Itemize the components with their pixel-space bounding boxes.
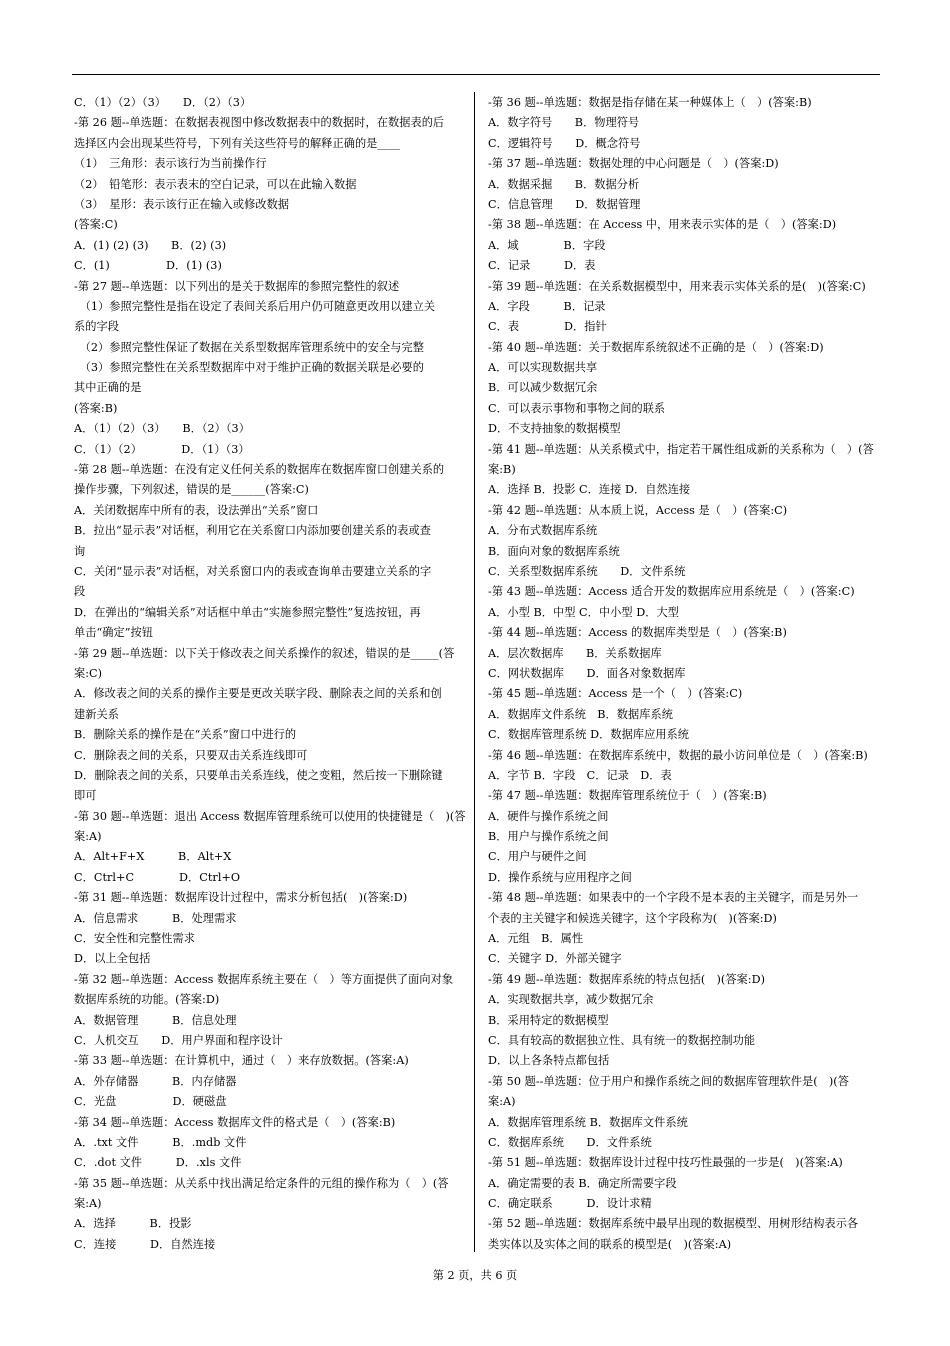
text-line: （3）参照完整性在关系型数据库中对于维护正确的数据关联是必要的 (74, 361, 424, 375)
text-line: 类实体以及实体之间的联系的模型是( )(答案:A) (488, 1237, 732, 1251)
text-line: C．（1）（2）（3） D．（2）（3） (74, 96, 252, 109)
text-line: -第 40 题--单选题：关于数据库系统叙述不正确的是（ ）(答案:D) (488, 340, 824, 354)
text-line: -第 39 题--单选题：在关系数据模型中，用来表示实体关系的是( )(答案:C) (488, 279, 866, 293)
text-line: A．.txt 文件 B．.mdb 文件 (74, 1135, 247, 1149)
text-line: A．数据采掘 B．数据分析 (488, 177, 640, 191)
text-line: C．信息管理 D．数据管理 (488, 197, 641, 211)
left-column (74, 93, 466, 1255)
text-line: B．用户与操作系统之间 (488, 830, 609, 844)
text-line: -第 26 题--单选题：在数据表视图中修改数据表中的数据时，在数据表的后 (74, 116, 445, 130)
text-line: A．选择 B．投影 C．连接 D．自然连接 (488, 483, 691, 497)
right-column (488, 93, 882, 1255)
text-line: -第 27 题--单选题：以下列出的是关于数据库的参照完整性的叙述 (74, 279, 400, 293)
text-line: -第 46 题--单选题：在数据库系统中，数据的最小访问单位是（ ）(答案:B) (488, 748, 868, 762)
text-line: -第 48 题--单选题：如果表中的一个字段不是本表的主关键字，而是另外一 (488, 891, 859, 905)
text-line: C．删除表之间的关系，只要双击关系连线即可 (74, 748, 308, 762)
text-line: C．光盘 D．硬磁盘 (74, 1095, 227, 1109)
text-line: 建新关系 (74, 707, 119, 721)
text-line: D．以上全包括 (74, 952, 151, 966)
text-line: -第 37 题--单选题：数据处理的中心问题是（ ）(答案:D) (488, 157, 779, 171)
page-footer: 第 2 页，共 6 页 (432, 1269, 518, 1282)
text-line: B．删除关系的操作是在“关系”窗口中进行的 (74, 728, 297, 742)
text-line: -第 31 题--单选题：数据库设计过程中，需求分析包括( )(答案:D) (74, 891, 408, 905)
text-line: A．外存储器 B．内存储器 (74, 1074, 237, 1088)
text-line: A．信息需求 B．处理需求 (74, 911, 237, 925)
text-line: A．小型 B．中型 C．中小型 D．大型 (488, 605, 679, 619)
text-line: -第 34 题--单选题：Access 数据库文件的格式是（ ）(答案:B) (74, 1115, 396, 1129)
text-line: -第 33 题--单选题：在计算机中，通过（ ）来存放数据。(答案:A) (74, 1054, 409, 1068)
text-line: -第 41 题--单选题：从关系模式中，指定若干属性组成新的关系称为（ ）(答 (488, 442, 874, 456)
text-line: A．层次数据库 B．关系数据库 (488, 646, 662, 660)
text-line: -第 30 题--单选题：退出 Access 数据库管理系统可以使用的快捷键是（ )(答 (74, 809, 466, 823)
text-line: B．采用特定的数据模型 (488, 1013, 609, 1027)
text-line: -第 43 题--单选题：Access 适合开发的数据库应用系统是（ ）(答案:C) (488, 585, 855, 599)
text-line: C．确定联系 D．设计求精 (488, 1197, 652, 1211)
text-line: C．数据库系统 D．文件系统 (488, 1135, 652, 1149)
text-line: A．域 B．字段 (488, 238, 606, 252)
text-line: -第 45 题--单选题：Access 是一个（ ）(答案:C) (488, 687, 743, 701)
text-line: C．安全性和完整性需求 (74, 932, 195, 946)
text-line: C．Ctrl+C D．Ctrl+O (74, 870, 241, 884)
text-line: （1）参照完整性是指在设定了表间关系后用户仍可随意更改用以建立关 (74, 299, 436, 313)
text-line: A．数据库文件系统 B．数据库系统 (488, 707, 673, 721)
text-line: C．关闭“显示表”对话框，对关系窗口内的表或查询单击要建立关系的字 (74, 564, 432, 578)
text-line: C．关系型数据库系统 D．文件系统 (488, 564, 686, 578)
text-line: C．记录 D．表 (488, 259, 596, 273)
text-line: -第 29 题--单选题：以下关于修改表之间关系操作的叙述，错误的是_____(答 (74, 646, 455, 660)
text-line: 段 (74, 585, 86, 599)
text-line: (答案:C) (74, 218, 118, 232)
text-line: A．选择 B．投影 (74, 1217, 192, 1231)
text-line: -第 50 题--单选题：位于用户和操作系统之间的数据库管理软件是( )(答 (488, 1074, 849, 1088)
text-line: B．拉出“显示表”对话框，利用它在关系窗口内添加要创建关系的表或查 (74, 524, 431, 538)
text-line: C．可以表示事物和事物之间的联系 (488, 401, 666, 415)
text-line: -第 51 题--单选题：数据库设计过程中技巧性最强的一步是( )(答案:A) (488, 1156, 843, 1170)
text-line: -第 52 题--单选题：数据库系统中最早出现的数据模型、用树形结构表示各 (488, 1217, 859, 1231)
text-line: 询 (74, 544, 86, 558)
text-line: A．字段 B．记录 (488, 299, 606, 313)
text-line: 选择区内会出现某些符号，下列有关这些符号的解释正确的是____ (74, 136, 400, 150)
text-line: C．用户与硬件之间 (488, 850, 587, 864)
text-line: C．人机交互 D．用户界面和程序设计 (74, 1033, 283, 1047)
text-line: 案:A) (74, 1197, 102, 1211)
text-line: C．(1) D．(1) (3) (74, 259, 222, 273)
column-divider (474, 92, 475, 1252)
text-line: A．元组 B．属性 (488, 932, 584, 946)
text-line: -第 38 题--单选题：在 Access 中，用来表示实体的是（ ）(答案:D) (488, 218, 837, 232)
text-line: A．（1）（2）（3） B．（2）（3） (74, 422, 250, 436)
text-line: A．分布式数据库系统 (488, 524, 598, 538)
text-line: -第 42 题--单选题：从本质上说，Access 是（ ）(答案:C) (488, 503, 788, 517)
text-line: 案:A) (74, 830, 102, 844)
text-line: A．实现数据共享，减少数据冗余 (488, 993, 654, 1007)
text-line: (答案:B) (74, 401, 118, 415)
text-line: 系的字段 (74, 320, 119, 334)
text-line: -第 32 题--单选题：Access 数据库系统主要在（ ）等方面提供了面向对象 (74, 972, 454, 986)
text-line: （2） 铅笔形：表示表末的空白记录，可以在此输入数据 (74, 177, 357, 191)
text-line: C．连接 D．自然连接 (74, 1237, 216, 1251)
text-line: 数据库系统的功能。(答案:D) (74, 993, 220, 1007)
text-line: A．可以实现数据共享 (488, 361, 598, 375)
text-line: A．确定需要的表 B．确定所需要字段 (488, 1176, 677, 1190)
text-line: -第 36 题--单选题：数据是指存储在某一种媒体上（ ）(答案:B) (488, 96, 812, 109)
text-line: A．硬件与操作系统之间 (488, 809, 609, 823)
text-line: C．.dot 文件 D．.xls 文件 (74, 1156, 242, 1170)
text-line: 案:C) (74, 666, 103, 680)
text-line: 其中正确的是 (74, 381, 142, 395)
text-line: C．（1）（2） D．（1）（3） (74, 442, 250, 456)
text-line: 即可 (74, 789, 97, 803)
text-line: A．(1) (2) (3) B．(2) (3) (74, 238, 227, 252)
text-line: A．数据库管理系统 B．数据库文件系统 (488, 1115, 688, 1129)
text-line: C．数据库管理系统 D．数据库应用系统 (488, 728, 690, 742)
text-line: A．数据管理 B．信息处理 (74, 1013, 237, 1027)
text-line: C．关键字 D．外部关键字 (488, 952, 622, 966)
text-line: D．以上各条特点都包括 (488, 1054, 610, 1068)
text-line: A．关闭数据库中所有的表，设法弹出“关系”窗口 (74, 503, 319, 517)
text-line: （1） 三角形：表示该行为当前操作行 (74, 157, 267, 171)
text-line: C．逻辑符号 D．概念符号 (488, 136, 641, 150)
text-line: A．字节 B．字段 C．记录 D．表 (488, 768, 672, 782)
text-line: A．修改表之间的关系的操作主要是更改关联字段、删除表之间的关系和创 (74, 687, 442, 701)
text-line: 操作步骤，下列叙述，错误的是______(答案:C) (74, 483, 309, 497)
text-line: D．不支持抽象的数据模型 (488, 422, 621, 436)
text-line: A．Alt+F+X B．Alt+X (74, 850, 232, 864)
text-line: -第 35 题--单选题：从关系中找出满足给定条件的元组的操作称为（ ）(答 (74, 1176, 449, 1190)
header-rule (72, 74, 880, 75)
text-line: D．删除表之间的关系，只要单击关系连线，使之变粗，然后按一下删除键 (74, 768, 443, 782)
text-line: 案:A) (488, 1095, 516, 1109)
text-line: -第 49 题--单选题：数据库系统的特点包括( )(答案:D) (488, 972, 766, 986)
text-line: 单击“确定”按钮 (74, 626, 153, 640)
text-line: C．网状数据库 D．面各对象数据库 (488, 666, 686, 680)
text-line: A．数字符号 B．物理符号 (488, 116, 640, 130)
text-line: -第 28 题--单选题：在没有定义任何关系的数据库在数据库窗口创建关系的 (74, 463, 445, 477)
text-line: （3） 星形：表示该行正在输入或修改数据 (74, 197, 290, 211)
text-line: -第 47 题--单选题：数据库管理系统位于（ ）(答案:B) (488, 789, 767, 803)
text-line: 个表的主关键字和候选关键字，这个字段称为( )(答案:D) (488, 911, 777, 925)
text-line: （2）参照完整性保证了数据在关系型数据库管理系统中的安全与完整 (74, 340, 424, 354)
text-line: C．具有较高的数据独立性、具有统一的数据控制功能 (488, 1033, 756, 1047)
text-line: B．面向对象的数据库系统 (488, 544, 620, 558)
text-line: 案:B) (488, 463, 516, 477)
text-line: B．可以减少数据冗余 (488, 381, 598, 395)
text-line: D．操作系统与应用程序之间 (488, 870, 632, 884)
text-line: -第 44 题--单选题：Access 的数据库类型是（ ）(答案:B) (488, 626, 787, 640)
text-line: C．表 D．指针 (488, 320, 607, 334)
text-line: D．在弹出的“编辑关系”对话框中单击“实施参照完整性”复选按钮，再 (74, 605, 421, 619)
